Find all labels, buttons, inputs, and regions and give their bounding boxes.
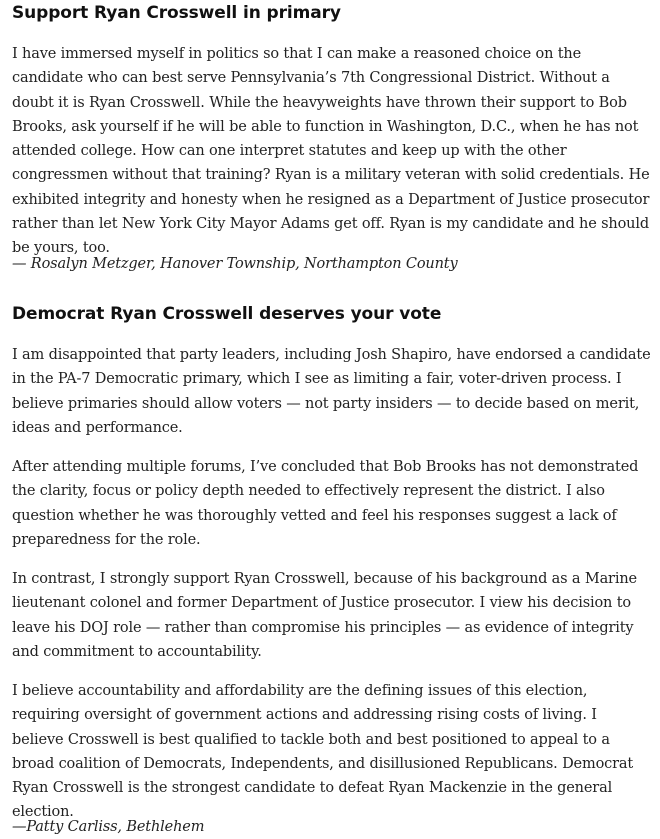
letter-1-signature: — Rosalyn Metzger, Hanover Township, Northampton County: [12, 256, 458, 272]
letter-2-headline: Democrat Ryan Crosswell deserves your vote: [12, 304, 442, 324]
letter-1-headline: Support Ryan Crosswell in primary: [12, 3, 341, 23]
letter-2-paragraph-3: In contrast, I strongly support Ryan Crosswell, because of his background as a Marine lieutenant colonel and former Department of Justice prosecutor. I view his decision to leave his DOJ role — rather than compromise his principles — as evidence of integrity and commitment to accountability.: [12, 571, 637, 660]
letter-2-paragraph-1: I am disappointed that party leaders, including Josh Shapiro, have endorsed a candidate in the PA-7 Democratic primary, which I see as limiting a fair, voter-driven process. I believe primaries should allow voters — not party insiders — to decide based on merit, ideas and performance.: [12, 347, 651, 436]
letter-2-paragraph-4: I believe accountability and affordability are the defining issues of this election, requiring oversight of government actions and addressing rising costs of living. I believe Crosswell is best qualified to tackle both and best positioned to appeal to a broad coalition of Democrats, Independents, and disillusioned Republicans. Democrat Ryan Crosswell is the strongest candidate to defeat Ryan Mackenzie in the general election.: [12, 683, 634, 821]
letter-2-signature: —Patty Carliss, Bethlehem: [12, 819, 205, 835]
letter-1-paragraph-1: I have immersed myself in politics so that I can make a reasoned choice on the candidate who can best serve Pennsylvania’s 7th Congressional District. Without a doubt it is Ryan Crosswell. While the heavyweights have thrown their support to Bob Brooks, ask yourself if he will be able to function in Washington, D.C., when he has not attended college. How can one interpret statutes and keep up with the other congressmen without that training? Ryan is a military veteran with solid credentials. He exhibited integrity and honesty when he resigned as a Department of Justice prosecutor rather than let New York City Mayor Adams get off. Ryan is my candidate and he should be yours, too.: [12, 46, 650, 257]
letter-2-paragraph-2: After attending multiple forums, I’ve concluded that Bob Brooks has not demonstrated the clarity, focus or policy depth needed to effectively represent the district. I also question whether he was thoroughly vetted and feel his responses suggest a lack of preparedness for the role.: [12, 459, 639, 548]
